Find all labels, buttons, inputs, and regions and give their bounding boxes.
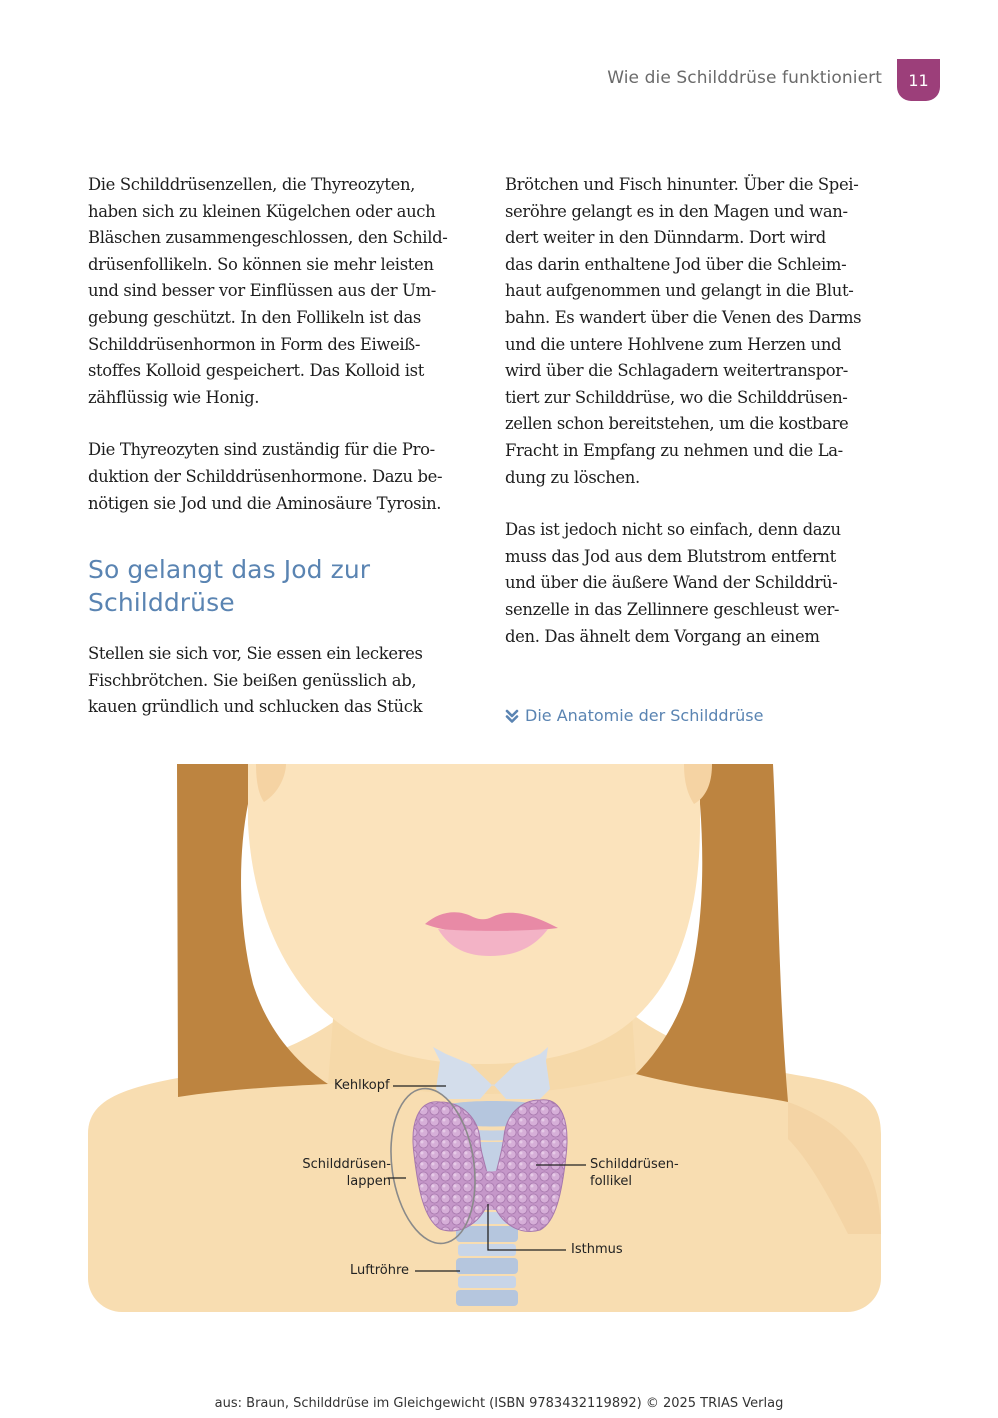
label-schilddruesenlappen — [295, 1156, 391, 1190]
text-line: den. Das ähnelt dem Vorgang an einem — [505, 626, 820, 646]
text-line: zellen schon bereitstehen, um die kostbare — [505, 414, 849, 434]
text-line: dert weiter in den Dünndarm. Dort wird — [505, 228, 826, 248]
text-line: Die Schilddrüsenzellen, die Thyreozyten, — [88, 175, 416, 194]
text-line: bahn. Es wandert über die Venen des Darms — [505, 307, 862, 327]
label-isthmus: Isthmus — [571, 1242, 623, 1257]
text-line: kauen gründlich und schlucken das Stück — [88, 697, 423, 717]
label-line: Schilddrüsen- — [590, 1157, 679, 1172]
text-line: das darin enthaltene Jod über die Schleim- — [505, 254, 847, 274]
text-line: Das ist jedoch nicht so einfach, denn dazu — [505, 520, 841, 540]
heading-line: So gelangt das Jod zur — [88, 555, 371, 585]
paragraph-digestion — [505, 172, 883, 491]
text-line: Brötchen und Fisch hinunter. Über die Spei- — [505, 175, 859, 194]
text-line: tiert zur Schilddrüse, wo die Schilddrüsen- — [505, 387, 848, 407]
right-column — [505, 172, 883, 650]
text-line: Fischbrötchen. Sie beißen genüsslich ab, — [88, 670, 417, 690]
text-line: duktion der Schilddrüsenhormone. Dazu be- — [88, 466, 443, 486]
text-line: und über die äußere Wand der Schilddrü- — [505, 573, 838, 593]
text-line: seröhre gelangt es in den Magen und wan- — [505, 201, 848, 221]
paragraph-iodine-uptake — [505, 517, 883, 650]
label-line: lappen — [346, 1174, 391, 1189]
label-luftroehre: Luftröhre — [350, 1263, 410, 1278]
paragraph-thyreozyten-intro — [88, 172, 466, 411]
text-line: haut aufgenommen und gelangt in die Blut- — [505, 281, 854, 301]
paragraph-fischbroetchen — [88, 641, 466, 721]
text-line: Fracht in Empfang zu nehmen und die La- — [505, 440, 843, 460]
label-line: Schilddrüsen- — [302, 1157, 391, 1172]
text-line: Die Thyreozyten sind zuständig für die Pro- — [88, 440, 435, 460]
heading-line: Schilddrüse — [88, 588, 235, 618]
figure-caption-text: Die Anatomie der Schilddrüse — [525, 706, 764, 725]
text-line: stoffes Kolloid gespeichert. Das Kolloid ist — [88, 361, 424, 381]
anatomy-drawing — [88, 764, 881, 1312]
paragraph-hormone-production — [88, 437, 466, 517]
text-line: Stellen sie sich vor, Sie essen ein leckeres — [88, 644, 423, 664]
text-line: zähflüssig wie Honig. — [88, 387, 260, 407]
text-line: muss das Jod aus dem Blutstrom entfernt — [505, 546, 836, 566]
text-line: gebung geschützt. In den Follikeln ist das — [88, 307, 421, 327]
label-schilddruesenfollikel — [590, 1156, 679, 1190]
thyroid-anatomy-illustration — [88, 764, 881, 1312]
page-number-badge: 11 — [897, 59, 940, 101]
text-line: und die untere Hohlvene zum Herzen und — [505, 334, 842, 354]
text-line: haben sich zu kleinen Kügelchen oder auch — [88, 201, 436, 221]
text-line: Schilddrüsenhormon in Form des Eiweiß- — [88, 334, 421, 354]
label-line: follikel — [590, 1174, 633, 1189]
section-heading — [88, 553, 466, 619]
label-kehlkopf: Kehlkopf — [334, 1078, 390, 1093]
double-chevron-down-icon — [505, 709, 519, 723]
text-line: drüsenfollikeln. So können sie mehr leisten — [88, 254, 434, 274]
text-line: und sind besser vor Einflüssen aus der Um- — [88, 281, 436, 301]
left-column — [88, 172, 466, 721]
text-line: senzelle in das Zellinnere geschleust wer- — [505, 599, 840, 619]
text-line: wird über die Schlagadern weitertranspor- — [505, 361, 848, 381]
text-line: nötigen sie Jod und die Aminosäure Tyrosin. — [88, 493, 442, 513]
figure-caption — [505, 706, 763, 725]
text-line: dung zu löschen. — [505, 467, 640, 487]
chapter-title: Wie die Schilddrüse funktioniert — [607, 68, 882, 88]
footer-citation: aus: Braun, Schilddrüse im Gleichgewicht (ISBN 9783432119892) © 2025 TRIAS Verlag — [214, 1396, 784, 1411]
text-line: Bläschen zusammengeschlossen, den Schild- — [88, 228, 448, 248]
